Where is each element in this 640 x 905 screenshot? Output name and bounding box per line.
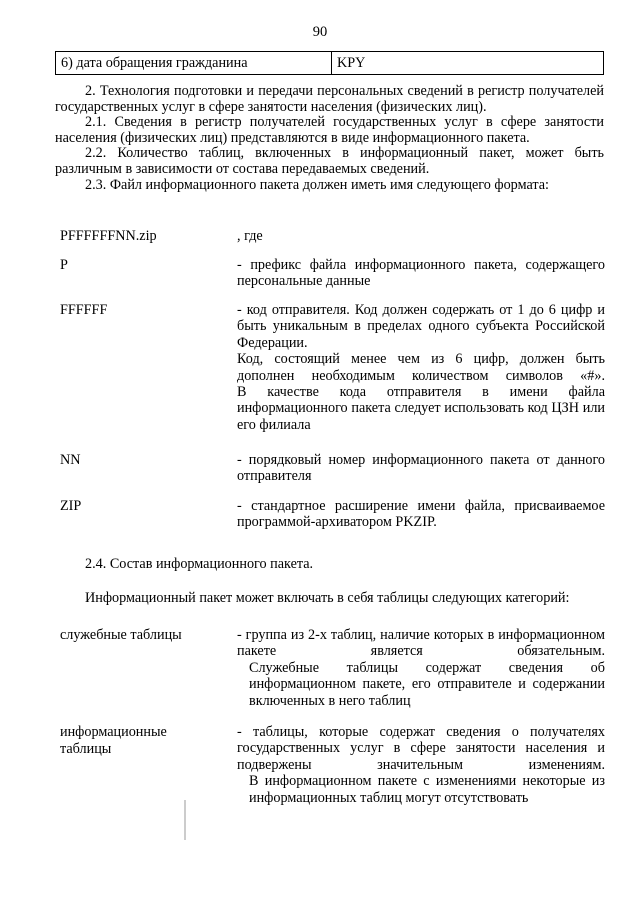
- format-term-filename: PFFFFFFNN.zip: [60, 228, 157, 244]
- paragraph-2-3: 2.3. Файл информационного пакета должен иметь имя следующего формата:: [85, 176, 549, 193]
- format-term-zip: ZIP: [60, 498, 82, 514]
- paragraph-2-1: 2.1. Сведения в регистр получателей государственных услуг в сфере занятости населения (физических лиц) представляются в виде информационного пакета.: [55, 114, 604, 146]
- table-row: [56, 52, 604, 75]
- page-number: 90: [312, 24, 328, 40]
- section-2-4-intro: Информационный пакет может включать в себя таблицы следующих категорий:: [85, 590, 570, 606]
- format-term-nn: NN: [60, 452, 81, 468]
- format-def-nn: - порядковый номер информационного пакета от данного отправителя: [237, 452, 605, 485]
- section-2-4-heading: 2.4. Состав информационного пакета.: [85, 556, 314, 572]
- category-def-info: - таблицы, которые содержат сведения о получателях государственных услуг в сфере занятости населения и подвержены значительным изменениям. В информационном пакете с изменениями некоторые из информационных таблиц могут отсутствовать: [237, 724, 605, 806]
- category-def-service: - группа из 2-х таблиц, наличие которых в информационном пакете является обязательным. Служебные таблицы содержат сведения об информационном пакете, его отправителе и содержании включенных в него таблиц: [237, 627, 605, 709]
- paragraph-2-2: 2.2. Количество таблиц, включенных в информационный пакет, может быть различным в зависимости от состава передаваемых сведений.: [55, 145, 604, 177]
- table-cell-label: 6) дата обращения гражданина: [56, 52, 332, 75]
- format-def-p: - префикс файла информационного пакета, содержащего персональные данные: [237, 257, 605, 290]
- paragraph-2: 2. Технология подготовки и передачи персональных сведений в регистр получателей государственных услуг в сфере занятости населения (физических лиц).: [55, 83, 604, 115]
- format-def-ffffff: - код отправителя. Код должен содержать от 1 до 6 цифр и быть уникальным в пределах одного субъекта Российской Федерации. Код, состоящий менее чем из 6 цифр, должен быть дополнен необходимым количеством символов «#». В качестве кода отправителя в имени файла информационного пакета следует использовать код ЦЗН или его филиала: [237, 302, 605, 433]
- format-term-p: P: [60, 257, 68, 273]
- format-def-filename: , где: [237, 228, 263, 244]
- category-term-info: информационные таблицы: [60, 724, 167, 757]
- format-term-ffffff: FFFFFF: [60, 302, 108, 318]
- data-table: [55, 51, 604, 75]
- format-def-zip: - стандартное расширение имени файла, присваиваемое программой-архиватором PKZIP.: [237, 498, 605, 531]
- scan-artifact: [184, 800, 186, 840]
- category-term-service: служебные таблицы: [60, 627, 182, 643]
- table-cell-value: KPY: [332, 52, 604, 75]
- paragraph-block: [55, 84, 604, 193]
